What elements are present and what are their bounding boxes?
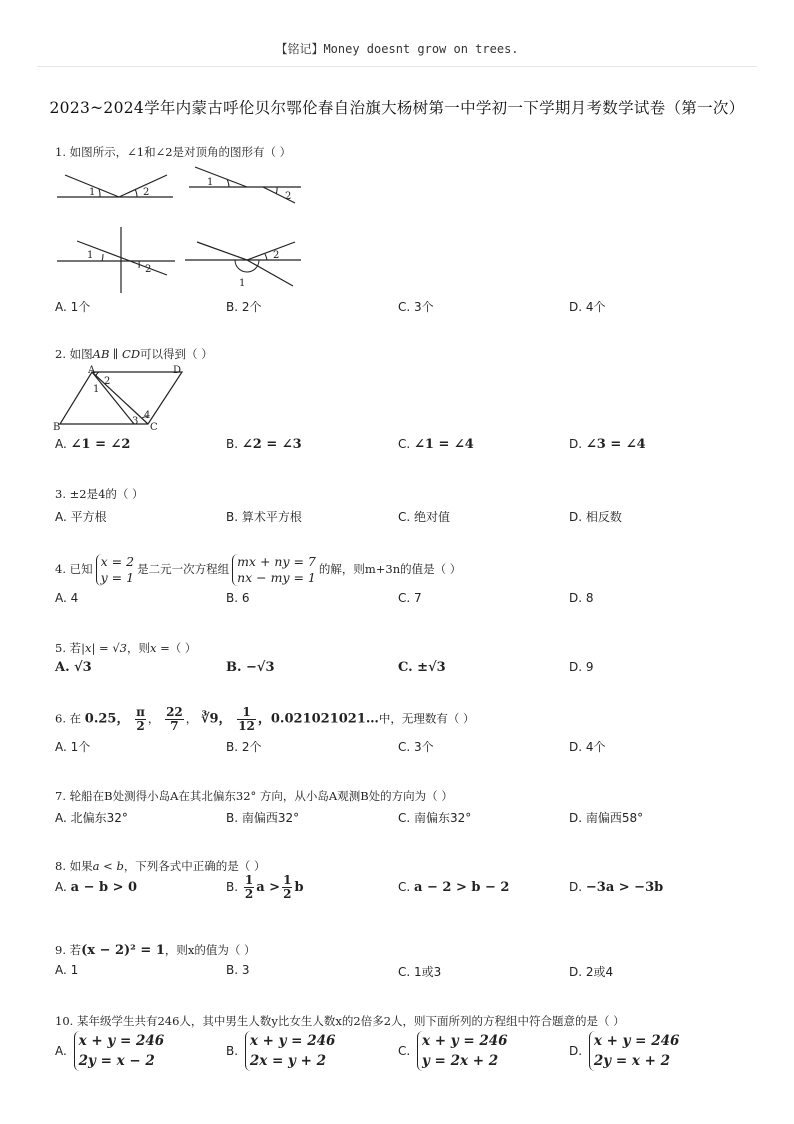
q9-option-a[interactable]: A. 1 bbox=[55, 963, 79, 977]
q4-option-c[interactable]: C. 7 bbox=[398, 591, 422, 605]
q7-option-b[interactable]: B. 南偏西32° bbox=[226, 811, 300, 825]
q5-stem: 5. 若|x| = √3，则x =（ ） bbox=[55, 641, 197, 655]
svg-text:D: D bbox=[173, 365, 182, 376]
q1-figure-1 bbox=[55, 165, 175, 205]
svg-text:2: 2 bbox=[273, 250, 280, 261]
q1-option-b[interactable]: B. 2个 bbox=[226, 300, 262, 314]
q10-stem: 10. 某年级学生共有246人，其中男生人数y比女生人数x的2倍多2人，则下面所列的方程组中符合题意的是（ ） bbox=[55, 1014, 625, 1028]
q1-figure-3 bbox=[55, 225, 177, 295]
q5-option-a[interactable]: A. √3 bbox=[55, 660, 92, 675]
svg-text:B: B bbox=[53, 422, 61, 433]
q6-frac-1-12: $\frac{1}{12}$ bbox=[238, 705, 255, 733]
svg-text:3: 3 bbox=[132, 416, 139, 427]
q8-option-d[interactable]: D. −3a > −3b bbox=[569, 880, 664, 895]
header-divider bbox=[37, 66, 757, 67]
q4-option-d[interactable]: D. 8 bbox=[569, 591, 594, 605]
q6-option-b[interactable]: B. 2个 bbox=[226, 740, 262, 754]
q9-option-d[interactable]: D. 2或4 bbox=[569, 965, 614, 979]
q4-stem: 4. 已知 x = 2 y = 1 是二元一次方程组 mx + ny = 7 nx − my = 1 的解，则m+3n的值是（ ） bbox=[55, 554, 462, 585]
q5-option-b[interactable]: B. −√3 bbox=[226, 660, 275, 675]
q8-option-c[interactable]: C. a − 2 > b − 2 bbox=[398, 880, 510, 895]
q6-option-c[interactable]: C. 3个 bbox=[398, 740, 434, 754]
q6-frac-22-7: $\frac{22}{7}$ bbox=[166, 705, 183, 733]
svg-text:2: 2 bbox=[143, 187, 150, 198]
svg-text:A: A bbox=[88, 365, 96, 376]
q6-option-d[interactable]: D. 4个 bbox=[569, 740, 606, 754]
q3-stem: 3. ±2是4的（ ） bbox=[55, 487, 144, 501]
q3-option-b[interactable]: B. 算术平方根 bbox=[226, 510, 302, 524]
q4-system-1: x = 2 y = 1 bbox=[96, 554, 134, 586]
svg-text:2: 2 bbox=[104, 376, 111, 387]
q3-option-d[interactable]: D. 相反数 bbox=[569, 510, 622, 524]
q5-option-c[interactable]: C. ±√3 bbox=[398, 660, 446, 675]
q2-option-c[interactable]: C. ∠1 = ∠4 bbox=[398, 437, 474, 452]
q6-option-a[interactable]: A. 1个 bbox=[55, 740, 91, 754]
svg-text:1: 1 bbox=[89, 187, 96, 198]
q2-option-b[interactable]: B. ∠2 = ∠3 bbox=[226, 437, 302, 452]
svg-text:1: 1 bbox=[87, 250, 94, 261]
svg-text:4: 4 bbox=[144, 410, 151, 421]
svg-text:2: 2 bbox=[145, 264, 152, 275]
page-header: 【铭记】Money doesnt grow on trees. bbox=[275, 42, 519, 56]
q8-stem: 8. 如果a < b，下列各式中正确的是（ ） bbox=[55, 859, 266, 873]
q1-option-c[interactable]: C. 3个 bbox=[398, 300, 434, 314]
q10-option-d[interactable]: D. x + y = 246 2y = x + 2 bbox=[569, 1033, 680, 1069]
q2-parallelogram-figure bbox=[52, 364, 187, 434]
q10-option-c[interactable]: C. x + y = 246 y = 2x + 2 bbox=[398, 1033, 508, 1069]
q9-option-b[interactable]: B. 3 bbox=[226, 963, 250, 977]
q7-option-d[interactable]: D. 南偏西58° bbox=[569, 811, 644, 825]
q1-figure-4 bbox=[183, 238, 303, 293]
q6-stem: 6. 在 0.25， $\frac{\pi}{2}$ ， $\frac{22}{7}$ ， ∛9， $\frac{1}{12}$ ，0.021021021…中，无理数有（ ） bbox=[55, 705, 475, 733]
svg-text:2: 2 bbox=[285, 191, 292, 202]
q2-option-d[interactable]: D. ∠3 = ∠4 bbox=[569, 437, 646, 452]
q4-system-2: mx + ny = 7 nx − my = 1 bbox=[232, 554, 316, 586]
q10-option-a[interactable]: A. x + y = 246 2y = x − 2 bbox=[55, 1033, 165, 1069]
q5-option-d[interactable]: D. 9 bbox=[569, 660, 594, 674]
q7-stem: 7. 轮船在B处测得小岛A在其北偏东32° 方向，从小岛A观测B处的方向为（ ） bbox=[55, 789, 453, 803]
svg-text:1: 1 bbox=[207, 177, 214, 188]
q6-frac-pi-2: $\frac{\pi}{2}$ bbox=[136, 705, 145, 733]
q1-option-a[interactable]: A. 1个 bbox=[55, 300, 91, 314]
q1-stem: 1. 如图所示，∠1和∠2是对顶角的图形有（ ） bbox=[55, 145, 292, 159]
q2-stem: 2. 如图AB ∥ CD可以得到（ ） bbox=[55, 347, 213, 361]
svg-text:1: 1 bbox=[93, 384, 100, 395]
q4-option-b[interactable]: B. 6 bbox=[226, 591, 250, 605]
q3-option-c[interactable]: C. 绝对值 bbox=[398, 510, 451, 524]
q1-figure-2 bbox=[185, 163, 305, 205]
q9-option-c[interactable]: C. 1或3 bbox=[398, 965, 442, 979]
q10-option-b[interactable]: B. x + y = 246 2x = y + 2 bbox=[226, 1033, 336, 1069]
q7-option-c[interactable]: C. 南偏东32° bbox=[398, 811, 472, 825]
q8-option-b[interactable]: B. $\frac{1}{2}$ a > $\frac{1}{2}$ b bbox=[226, 873, 304, 901]
q1-option-d[interactable]: D. 4个 bbox=[569, 300, 606, 314]
q2-option-a[interactable]: A. ∠1 = ∠2 bbox=[55, 437, 131, 452]
q8-option-a[interactable]: A. a − b > 0 bbox=[55, 880, 138, 895]
q7-option-a[interactable]: A. 北偏东32° bbox=[55, 811, 128, 825]
q3-option-a[interactable]: A. 平方根 bbox=[55, 510, 107, 524]
page-title: 2023~2024学年内蒙古呼伦贝尔鄂伦春自治旗大杨树第一中学初一下学期月考数学试卷（第一次） bbox=[49, 99, 745, 117]
q9-stem: 9. 若(x − 2)² = 1，则x的值为（ ） bbox=[55, 943, 256, 958]
q4-option-a[interactable]: A. 4 bbox=[55, 591, 79, 605]
svg-text:1: 1 bbox=[239, 278, 246, 289]
svg-text:C: C bbox=[150, 422, 158, 433]
